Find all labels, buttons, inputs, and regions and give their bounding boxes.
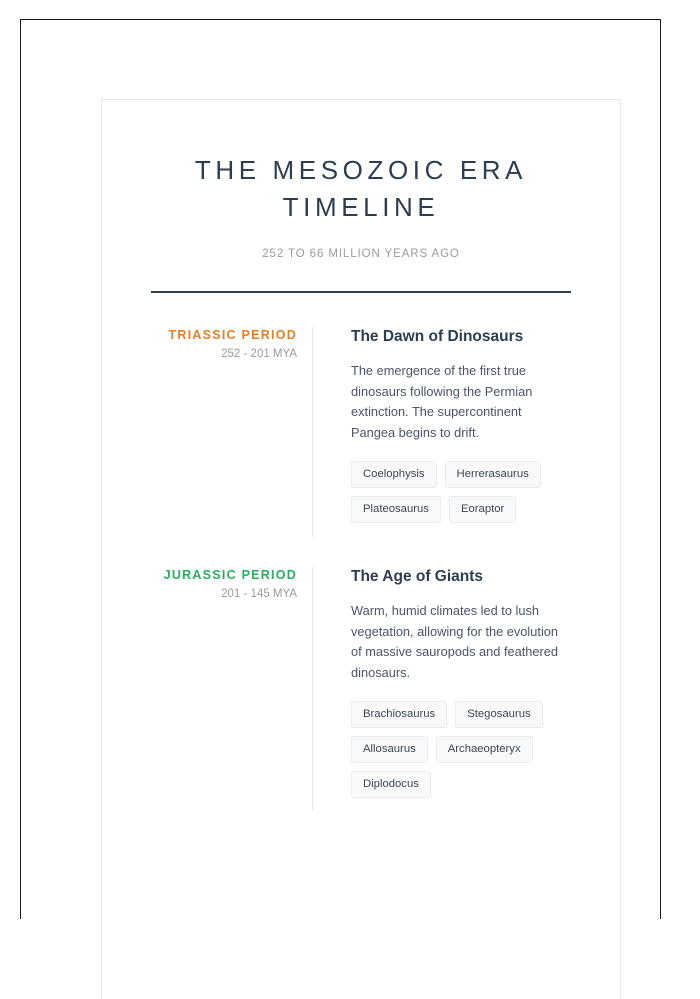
event-description: The emergence of the first true dinosaurs following the Permian extinction. The supercontinent Pangea begins to drift.: [351, 363, 533, 440]
document-card: [101, 99, 621, 999]
event-description: Warm, humid climates led to lush vegetation, allowing for the evolution of massive sauropods and feathered dinosaurs.: [351, 603, 559, 680]
species-tag: Diplodocus: [351, 771, 431, 798]
period-meta: [102, 567, 312, 602]
species-tag: Stegosaurus: [455, 701, 542, 728]
period-range: 201 - 145 MYA: [221, 588, 297, 600]
page-frame: [20, 19, 661, 919]
timeline-row: [102, 567, 620, 840]
species-tag: Brachiosaurus: [351, 701, 447, 728]
species-tag-list: [351, 461, 569, 523]
species-tag-list: [351, 701, 569, 798]
period-body: [312, 567, 620, 810]
event-title: The Dawn of Dinosaurs: [351, 328, 524, 345]
species-tag: Coelophysis: [351, 461, 437, 488]
species-tag: Allosaurus: [351, 736, 428, 763]
period-name: JURASSIC PERIOD: [163, 568, 297, 582]
period-body: [312, 327, 620, 537]
period-name: TRIASSIC PERIOD: [168, 328, 297, 342]
timeline: [102, 293, 620, 840]
timeline-row: [102, 327, 620, 567]
species-tag: Eoraptor: [449, 496, 516, 523]
species-tag: Plateosaurus: [351, 496, 441, 523]
species-tag: Herrerasaurus: [445, 461, 541, 488]
event-title: The Age of Giants: [351, 568, 484, 585]
page-title: THE MESOZOIC ERA TIMELINE: [194, 155, 528, 222]
document-header: [102, 100, 620, 293]
page-subtitle: 252 TO 66 MILLION YEARS AGO: [262, 248, 460, 260]
period-range: 252 - 201 MYA: [221, 348, 297, 360]
period-meta: [102, 327, 312, 362]
species-tag: Archaeopteryx: [436, 736, 533, 763]
